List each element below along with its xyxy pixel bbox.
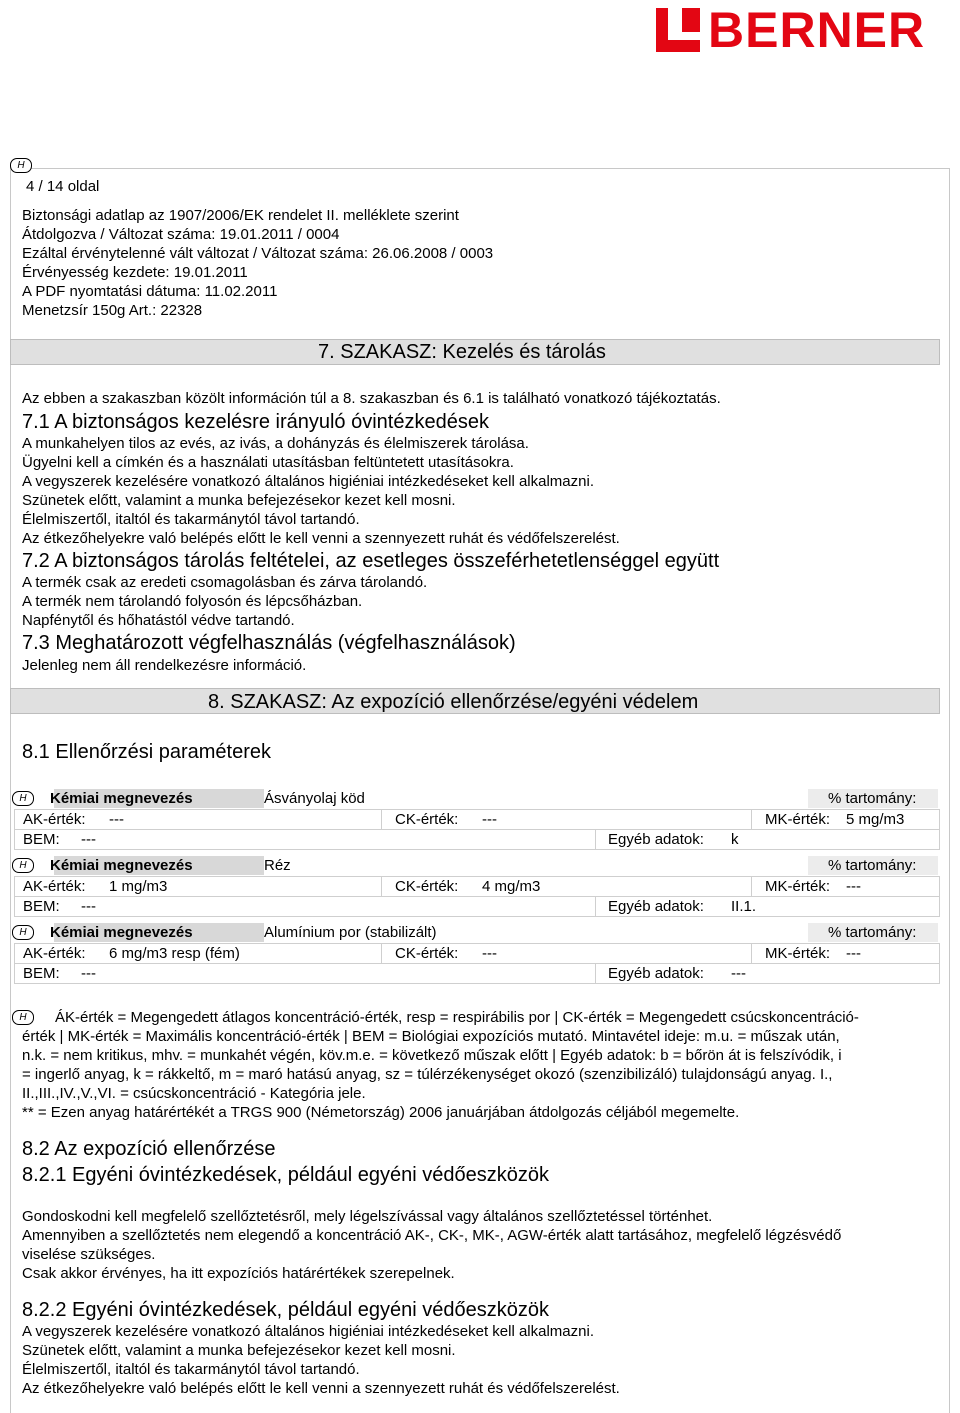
bem-value: --- [81, 831, 96, 848]
egyeb-label: Egyéb adatok: [608, 831, 704, 848]
section-7-2-line: Napfénytől és hőhatástól védve tartandó. [22, 612, 295, 629]
ck-label: CK-érték: [395, 811, 459, 828]
section-7-2-line: A termék nem tárolandó folyosón és lépcsőházban. [22, 593, 363, 610]
hungarian-h-icon: H [12, 791, 34, 806]
legend-line: ** = Ezen anyag határértékét a TRGS 900 (Németország) 2006 januárjában átdolgozás céljából megemelte. [22, 1104, 740, 1121]
chemical-name: Réz [264, 857, 291, 874]
chemical-name-label: Kémiai megnevezés [50, 857, 193, 874]
mk-label: MK-érték: [765, 811, 831, 828]
header-line: Átdolgozva / Változat száma: 19.01.2011 / 0004 [22, 226, 340, 243]
chemical-name-label: Kémiai megnevezés [50, 924, 193, 941]
legend-line: ÁK-érték = Megengedett átlagos koncentráció-érték, resp = respirábilis por | CK-érték = Megengedett csúcskoncentráció- [55, 1009, 859, 1026]
bem-label: BEM: [23, 965, 60, 982]
percent-range-label: % tartomány: [828, 924, 917, 941]
section-7-1-line: Szünetek előtt, valamint a munka befejezésekor kezet kell mosni. [22, 492, 456, 509]
section-7-2-title: 7.2 A biztonságos tárolás feltételei, az esetleges összeférhetetlenséggel együtt [22, 550, 720, 572]
section-7-title: 7. SZAKASZ: Kezelés és tárolás [318, 341, 606, 363]
ak-value: 1 mg/m3 [109, 878, 168, 895]
ak-label: AK-érték: [23, 945, 86, 962]
section-7-1-line: Az étkezőhelyekre való belépés előtt le kell venni a szennyezett ruhát és védőfelszerelést. [22, 530, 620, 547]
section-7-3-title: 7.3 Meghatározott végfelhasználás (végfelhasználások) [22, 632, 516, 654]
bem-value: --- [81, 965, 96, 982]
egyeb-value: II.1. [731, 898, 757, 915]
chemical-name: Alumínium por (stabilizált) [264, 924, 437, 941]
section-8-2-2-title: 8.2.2 Egyéni óvintézkedések, például egyéni védőeszközök [22, 1299, 550, 1321]
ak-label: AK-érték: [23, 811, 86, 828]
legend-line: = ingerlő anyag, k = rákkeltő, m = maró hatású anyag, sz = túlérzékenységet okozó (szenzibilizáló) tulajdonságú anyag. I., [22, 1066, 833, 1083]
ck-value: --- [482, 811, 497, 828]
section-8-2-1-line: Gondoskodni kell megfelelő szellőztetésről, mely légelszívással vagy általános szellőztetéssel történhet. [22, 1208, 713, 1225]
header-line: Érvényesség kezdete: 19.01.2011 [22, 264, 248, 281]
header-line: Menetzsír 150g Art.: 22328 [22, 302, 203, 319]
egyeb-label: Egyéb adatok: [608, 898, 704, 915]
header-line: Biztonsági adatlap az 1907/2006/EK rendelet II. melléklete szerint [22, 207, 459, 224]
bem-row [14, 896, 940, 917]
hungarian-h-icon: H [12, 858, 34, 873]
mk-label: MK-érték: [765, 945, 831, 962]
bem-row [14, 829, 940, 850]
section-8-2-title: 8.2 Az expozíció ellenőrzése [22, 1138, 276, 1160]
limit-values-row [14, 876, 940, 897]
mk-label: MK-érték: [765, 878, 831, 895]
egyeb-value: k [731, 831, 739, 848]
mk-value: 5 mg/m3 [846, 811, 905, 828]
limit-values-row [14, 809, 940, 830]
ck-label: CK-érték: [395, 878, 459, 895]
section-8-bar [10, 688, 940, 714]
section-7-1-line: Élelmiszertől, italtól és takarmánytól távol tartandó. [22, 511, 360, 528]
section-7-1-line: A munkahelyen tilos az evés, az ivás, a dohányzás és élelmiszerek tárolása. [22, 435, 529, 452]
chemical-header-row [14, 856, 938, 875]
legend-line: érték | MK-érték = Maximális koncentráció-érték | BEM = Biológiai expozíciós mutató. Mintavétel ideje: m.u. = műszak után, [22, 1028, 840, 1045]
ak-value: 6 mg/m3 resp (fém) [109, 945, 240, 962]
section-8-2-1-line: Csak akkor érvényes, ha itt expozíciós határértékek szerepelnek. [22, 1265, 455, 1282]
section-8-2-1-line: viselése szükséges. [22, 1246, 156, 1263]
berner-logo [656, 2, 960, 58]
section-8-1-title: 8.1 Ellenőrzési paraméterek [22, 741, 272, 763]
chemical-header-row [14, 789, 938, 808]
ck-label: CK-érték: [395, 945, 459, 962]
section-8-title: 8. SZAKASZ: Az expozíció ellenőrzése/egyéni védelem [208, 691, 699, 713]
section-8-2-2-line: Szünetek előtt, valamint a munka befejezésekor kezet kell mosni. [22, 1342, 456, 1359]
berner-logo-mark [656, 8, 700, 52]
section-8-2-2-line: A vegyszerek kezelésére vonatkozó általános higiéniai intézkedéseket kell alkalmazni. [22, 1323, 594, 1340]
section-7-3-line: Jelenleg nem áll rendelkezésre információ. [22, 657, 307, 674]
percent-range-label: % tartomány: [828, 790, 917, 807]
ak-value: --- [109, 811, 124, 828]
mk-value: --- [846, 945, 861, 962]
egyeb-label: Egyéb adatok: [608, 965, 704, 982]
hungarian-h-icon: H [12, 1010, 34, 1025]
header-line: Ezáltal érvénytelenné vált változat / Változat száma: 26.06.2008 / 0003 [22, 245, 494, 262]
bem-label: BEM: [23, 898, 60, 915]
section-8-2-1-line: Amennyiben a szellőztetés nem elegendő a koncentráció AK-, CK-, MK-, AGW-érték alatt tartásához, megfelelő légzésvédő [22, 1227, 842, 1244]
bem-label: BEM: [23, 831, 60, 848]
section-8-2-1-title: 8.2.1 Egyéni óvintézkedések, például egyéni védőeszközök [22, 1164, 550, 1186]
section-8-2-2-line: Élelmiszertől, italtól és takarmánytól távol tartandó. [22, 1361, 360, 1378]
ck-value: --- [482, 945, 497, 962]
percent-range-label: % tartomány: [828, 857, 917, 874]
limit-values-row [14, 943, 940, 964]
header-line: A PDF nyomtatási dátuma: 11.02.2011 [22, 283, 278, 300]
legend-line: II.,III.,IV.,V.,VI. = csúcskoncentráció - Kategória jele. [22, 1085, 366, 1102]
chemical-header-row [14, 923, 938, 942]
berner-logo-text: BERNER [708, 2, 926, 58]
egyeb-value: --- [731, 965, 746, 982]
hungarian-h-icon: H [12, 925, 34, 940]
ak-label: AK-érték: [23, 878, 86, 895]
section-7-1-line: A vegyszerek kezelésére vonatkozó általános higiéniai intézkedéseket kell alkalmazni. [22, 473, 594, 490]
section-7-bar [10, 339, 940, 365]
bem-row [14, 963, 940, 984]
ck-value: 4 mg/m3 [482, 878, 541, 895]
section-7-2-line: A termék csak az eredeti csomagolásban és zárva tárolandó. [22, 574, 428, 591]
legend-line: n.k. = nem kritikus, mhv. = munkahét végén, köv.m.e. = következő műszak előtt | Egyéb adatok: b = bőrön át is felszívódik, i [22, 1047, 842, 1064]
section-7-1-title: 7.1 A biztonságos kezelésre irányuló óvintézkedések [22, 411, 489, 433]
section-8-2-2-line: Az étkezőhelyekre való belépés előtt le kell venni a szennyezett ruhát és védőfelszerelést. [22, 1380, 620, 1397]
bem-value: --- [81, 898, 96, 915]
chemical-name: Ásványolaj köd [264, 790, 365, 807]
hungarian-h-icon: H [10, 158, 32, 173]
section-7-intro: Az ebben a szakaszban közölt információn túl a 8. szakaszban és 6.1 is található vonatkozó tájékoztatás. [22, 390, 721, 407]
page-number: 4 / 14 oldal [26, 178, 100, 195]
section-7-1-line: Ügyelni kell a címkén és a használati utasításban feltüntetett utasításokra. [22, 454, 514, 471]
chemical-name-label: Kémiai megnevezés [50, 790, 193, 807]
mk-value: --- [846, 878, 861, 895]
